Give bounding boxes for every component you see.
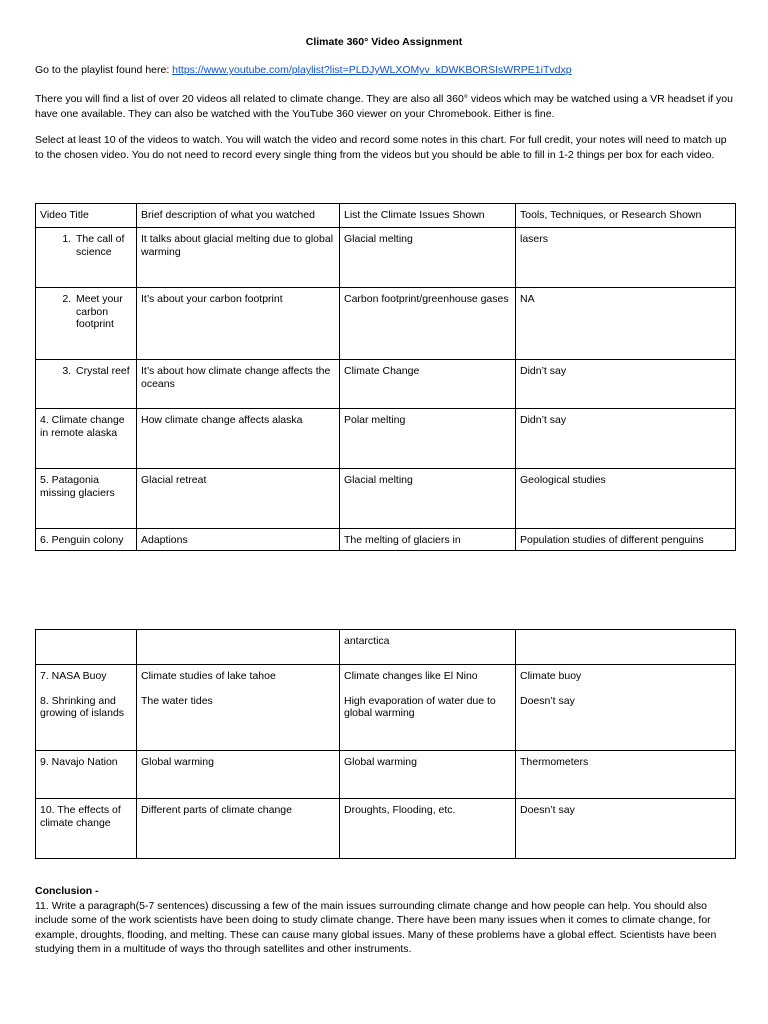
table-row bbox=[36, 665, 736, 751]
video-title-7: 7. NASA Buoy bbox=[40, 670, 107, 682]
table-row bbox=[36, 288, 736, 360]
video-title-cell[interactable]: 5. Patagonia missing glaciers bbox=[36, 469, 137, 529]
tools-cell[interactable]: Thermometers bbox=[516, 751, 736, 799]
table-row bbox=[36, 799, 736, 859]
conclusion-section bbox=[35, 884, 735, 957]
description-cell[interactable]: How climate change affects alaska bbox=[137, 409, 340, 469]
video-title-cell[interactable]: 10. The effects of climate change bbox=[36, 799, 137, 859]
description-cell[interactable] bbox=[137, 665, 340, 751]
issues-cell[interactable]: Glacial melting bbox=[340, 469, 516, 529]
video-title-cell[interactable]: 9. Navajo Nation bbox=[36, 751, 137, 799]
issues-8: High evaporation of water due to global warming bbox=[344, 694, 496, 719]
table-row bbox=[36, 409, 736, 469]
video-title: 1. The call of science bbox=[74, 233, 132, 258]
issues-cell[interactable] bbox=[340, 665, 516, 751]
video-title-cell[interactable] bbox=[36, 228, 137, 288]
header-description: Brief description of what you watched bbox=[137, 204, 340, 228]
tools-8: Doesn’t say bbox=[520, 694, 575, 707]
conclusion-text[interactable]: 11. Write a paragraph(5-7 sentences) discussing a few of the main issues surrounding climate change and how people can help. You should also include some of the work scientists have been doing to study climate change. There have been many issues when it comes to climate change, for example, droughts, flooding, and melting. These can cause many global issues. Many of these problems have a global effect. Scientists have been studying them in a multitude of ways tho through satellites and other instruments. bbox=[35, 899, 717, 955]
video-title-8: 8. Shrinking and growing of islands bbox=[40, 694, 125, 719]
table-row bbox=[36, 360, 736, 409]
tools-7: Climate buoy bbox=[520, 670, 582, 682]
issues-cell[interactable]: Carbon footprint/greenhouse gases bbox=[340, 288, 516, 360]
description-cell[interactable]: Adaptions bbox=[137, 529, 340, 551]
tools-cell[interactable] bbox=[516, 630, 736, 665]
playlist-prefix: Go to the playlist found here: bbox=[35, 64, 173, 76]
conclusion-heading: Conclusion - bbox=[35, 885, 99, 897]
instructions-paragraph: Select at least 10 of the videos to watch. You will watch the video and record some notes in this chart. For full credit, your notes will need to match up to the chosen video. You do not need to record every single thing from the videos but you should be able to fill in 1-2 things per box for each video. bbox=[35, 134, 727, 161]
description-cell[interactable]: Glacial retreat bbox=[137, 469, 340, 529]
issues-cell[interactable]: Polar melting bbox=[340, 409, 516, 469]
tools-cell[interactable]: Didn’t say bbox=[516, 409, 736, 469]
tools-cell[interactable] bbox=[516, 665, 736, 751]
issues-cell[interactable]: The melting of glaciers in bbox=[340, 529, 516, 551]
issues-cell[interactable]: Climate Change bbox=[340, 360, 516, 409]
issues-7: Climate changes like El Nino bbox=[344, 670, 478, 682]
issues-cell[interactable]: Global warming bbox=[340, 751, 516, 799]
issues-cell[interactable]: Droughts, Flooding, etc. bbox=[340, 799, 516, 859]
intro-paragraph: There you will find a list of over 20 videos all related to climate change. They are also all 360° videos which may be watched using a VR headset if you have one available. They can also be watched with the YouTube 360 viewer on your Chromebook. Either is fine. bbox=[35, 93, 733, 120]
tools-cell[interactable]: lasers bbox=[516, 228, 736, 288]
description-cell[interactable]: It’s about your carbon footprint bbox=[137, 288, 340, 360]
video-title-cell[interactable] bbox=[36, 360, 137, 409]
description-7: Climate studies of lake tahoe bbox=[141, 670, 276, 682]
table-row bbox=[36, 630, 736, 665]
playlist-paragraph bbox=[35, 63, 735, 78]
description-cell[interactable]: Different parts of climate change bbox=[137, 799, 340, 859]
video-title-cell[interactable] bbox=[36, 630, 137, 665]
table-row bbox=[36, 469, 736, 529]
header-tools: Tools, Techniques, or Research Shown bbox=[516, 204, 736, 228]
video-title-cell[interactable]: 4. Climate change in remote alaska bbox=[36, 409, 137, 469]
tools-cell[interactable]: Doesn’t say bbox=[516, 799, 736, 859]
header-climate-issues: List the Climate Issues Shown bbox=[340, 204, 516, 228]
issues-cell[interactable]: Glacial melting bbox=[340, 228, 516, 288]
video-title-cell[interactable] bbox=[36, 288, 137, 360]
table-row bbox=[36, 529, 736, 551]
video-notes-table-2 bbox=[35, 629, 736, 859]
table-header-row bbox=[36, 204, 736, 228]
video-title-cell[interactable] bbox=[36, 665, 137, 751]
description-8: The water tides bbox=[141, 694, 213, 707]
video-title: 3. Crystal reef bbox=[74, 365, 132, 378]
table-row bbox=[36, 751, 736, 799]
playlist-link[interactable]: https://www.youtube.com/playlist?list=PLDJyWLXOMyv_kDWKBORSIsWRPE1iTvdxp bbox=[172, 64, 572, 76]
tools-cell[interactable]: Geological studies bbox=[516, 469, 736, 529]
video-title: 2. Meet your carbon footprint bbox=[74, 293, 132, 331]
description-cell[interactable]: Global warming bbox=[137, 751, 340, 799]
tools-cell[interactable]: NA bbox=[516, 288, 736, 360]
tools-cell[interactable]: Population studies of different penguins bbox=[516, 529, 736, 551]
description-cell[interactable]: It’s about how climate change affects the oceans bbox=[137, 360, 340, 409]
tools-cell[interactable]: Didn’t say bbox=[516, 360, 736, 409]
issues-cell[interactable]: antarctica bbox=[340, 630, 516, 665]
page-title: Climate 360° Video Assignment bbox=[305, 36, 463, 48]
description-cell[interactable]: It talks about glacial melting due to global warming bbox=[137, 228, 340, 288]
header-video-title: Video Title bbox=[36, 204, 137, 228]
table-row bbox=[36, 228, 736, 288]
video-notes-table-1 bbox=[35, 203, 736, 551]
video-title-cell[interactable]: 6. Penguin colony bbox=[36, 529, 137, 551]
description-cell[interactable] bbox=[137, 630, 340, 665]
